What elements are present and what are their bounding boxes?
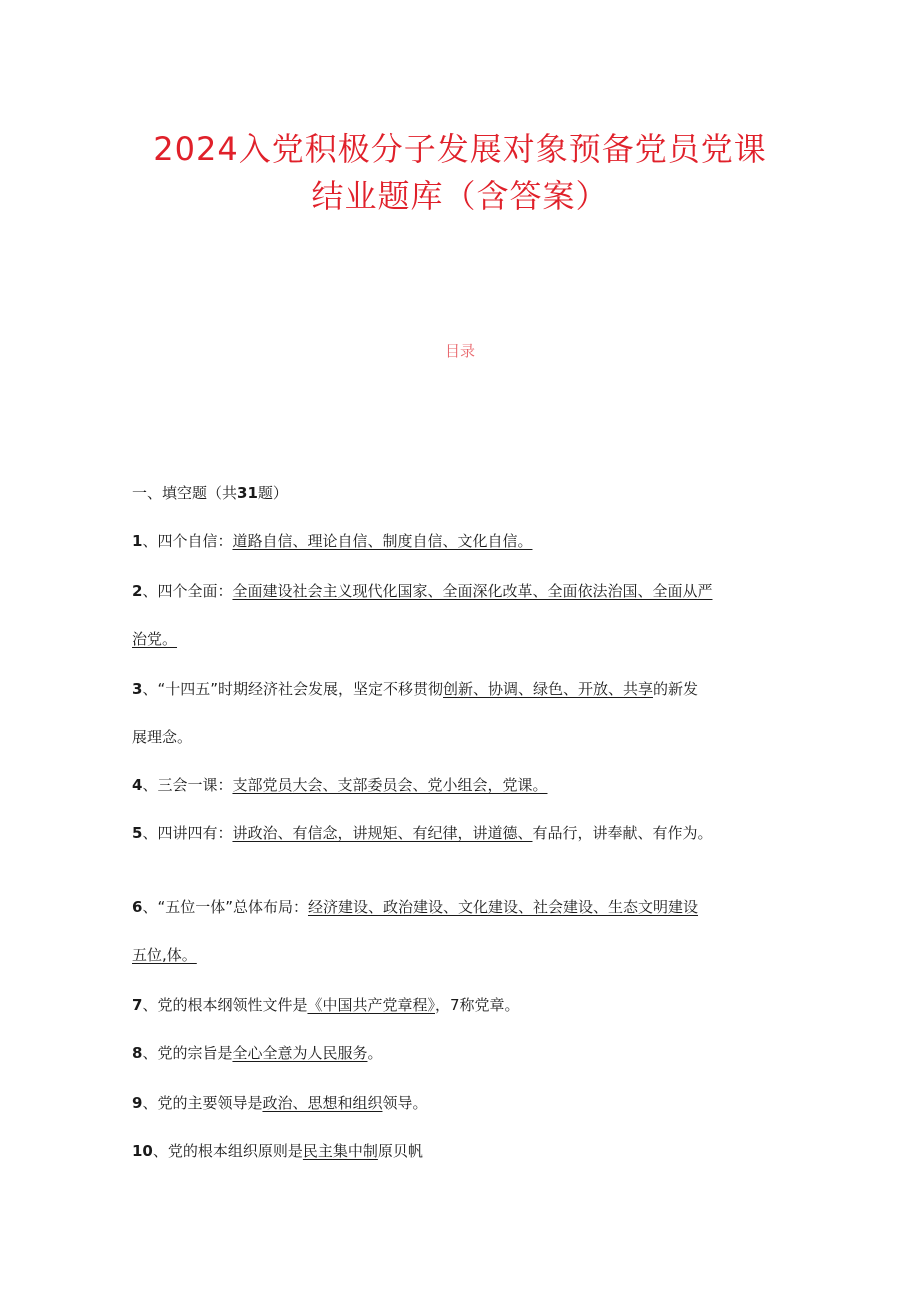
question-number: 4: [132, 776, 143, 794]
question-sep: 、: [142, 582, 158, 600]
question-text: 党的根本组织原则是: [167, 1142, 303, 1160]
question-sep: 、: [142, 776, 158, 794]
answer-text: 治党。: [132, 630, 178, 648]
question-1: [132, 530, 792, 551]
question-text: 四个自信：: [157, 532, 233, 550]
table-of-contents-link[interactable]: 目录: [444, 342, 475, 360]
question-6: [132, 896, 792, 917]
question-number: 2: [132, 582, 143, 600]
answer-text: 经济建设、政治建设、文化建设、社会建设、生态文明建设: [308, 898, 699, 916]
question-text: 四讲四有：: [157, 824, 233, 842]
question-number: 5: [132, 824, 143, 842]
question-sep: 、: [152, 1142, 168, 1160]
question-tail: 的新发: [653, 680, 699, 698]
question-number: 10: [132, 1142, 153, 1160]
question-6-continuation: [132, 944, 197, 965]
question-text: 党的根本纲领性文件是: [157, 996, 308, 1014]
answer-text: 民主集中制: [302, 1142, 378, 1160]
question-text: 四个全面：: [157, 582, 233, 600]
question-10: [132, 1140, 792, 1161]
question-number: 3: [132, 680, 143, 698]
question-sep: 、: [142, 824, 158, 842]
question-sep: 、: [142, 898, 158, 916]
answer-text: 政治、思想和组织: [262, 1094, 383, 1112]
answer-text: 《中国共产党章程》: [307, 996, 435, 1014]
question-sep: 、: [142, 1094, 158, 1112]
question-tail: 原贝帆: [377, 1142, 423, 1160]
question-sep: 、: [142, 680, 158, 698]
question-tail: 展理念。: [132, 728, 193, 746]
document-title-line-2: 结业题库（含答案）: [311, 177, 609, 215]
question-9: [132, 1092, 792, 1113]
section-prefix: 一、填空题（共: [132, 484, 238, 502]
answer-text: 讲政治、有信念，讲规矩、有纪律，讲道德、: [232, 824, 533, 842]
question-8: [132, 1042, 792, 1063]
question-number: 8: [132, 1044, 143, 1062]
question-sep: 、: [142, 1044, 158, 1062]
question-text: “五位一体”总体布局：: [157, 898, 308, 916]
question-sep: 、: [142, 532, 158, 550]
question-tail: ，7称党章。: [434, 996, 520, 1014]
question-number: 9: [132, 1094, 143, 1112]
section-heading: [132, 482, 288, 503]
question-tail: 。: [367, 1044, 383, 1062]
section-suffix: 题）: [257, 484, 288, 502]
question-number: 7: [132, 996, 143, 1014]
section-count: 31: [237, 484, 258, 502]
answer-text: 全心全意为人民服务: [232, 1044, 368, 1062]
question-2-continuation: [132, 628, 177, 649]
answer-text: 创新、协调、绿色、开放、共享: [443, 680, 654, 698]
answer-text: 道路自信、理论自信、制度自信、文化自信。: [232, 532, 533, 550]
question-text: “十四五”时期经济社会发展，坚定不移贯彻: [157, 680, 443, 698]
question-text: 党的主要领导是: [157, 1094, 263, 1112]
question-tail: 有品行，讲奉献、有作为。: [532, 824, 713, 842]
question-2: [132, 580, 792, 601]
answer-text: 五位,体。: [132, 946, 197, 964]
question-text: 党的宗旨是: [157, 1044, 233, 1062]
question-tail: 领导。: [382, 1094, 428, 1112]
question-sep: 、: [142, 996, 158, 1014]
question-3: [132, 678, 792, 699]
question-4: [132, 774, 792, 795]
question-text: 三会一课：: [157, 776, 233, 794]
question-5: [132, 822, 792, 843]
question-3-continuation: [132, 726, 192, 747]
answer-text: 支部党员大会、支部委员会、党小组会，党课。: [232, 776, 548, 794]
document-title-line-1: 2024入党积极分子发展对象预备党员党课: [153, 130, 767, 168]
answer-text: 全面建设社会主义现代化国家、全面深化改革、全面依法治国、全面从严: [232, 582, 713, 600]
question-number: 6: [132, 898, 143, 916]
question-number: 1: [132, 532, 143, 550]
question-7: [132, 994, 792, 1015]
